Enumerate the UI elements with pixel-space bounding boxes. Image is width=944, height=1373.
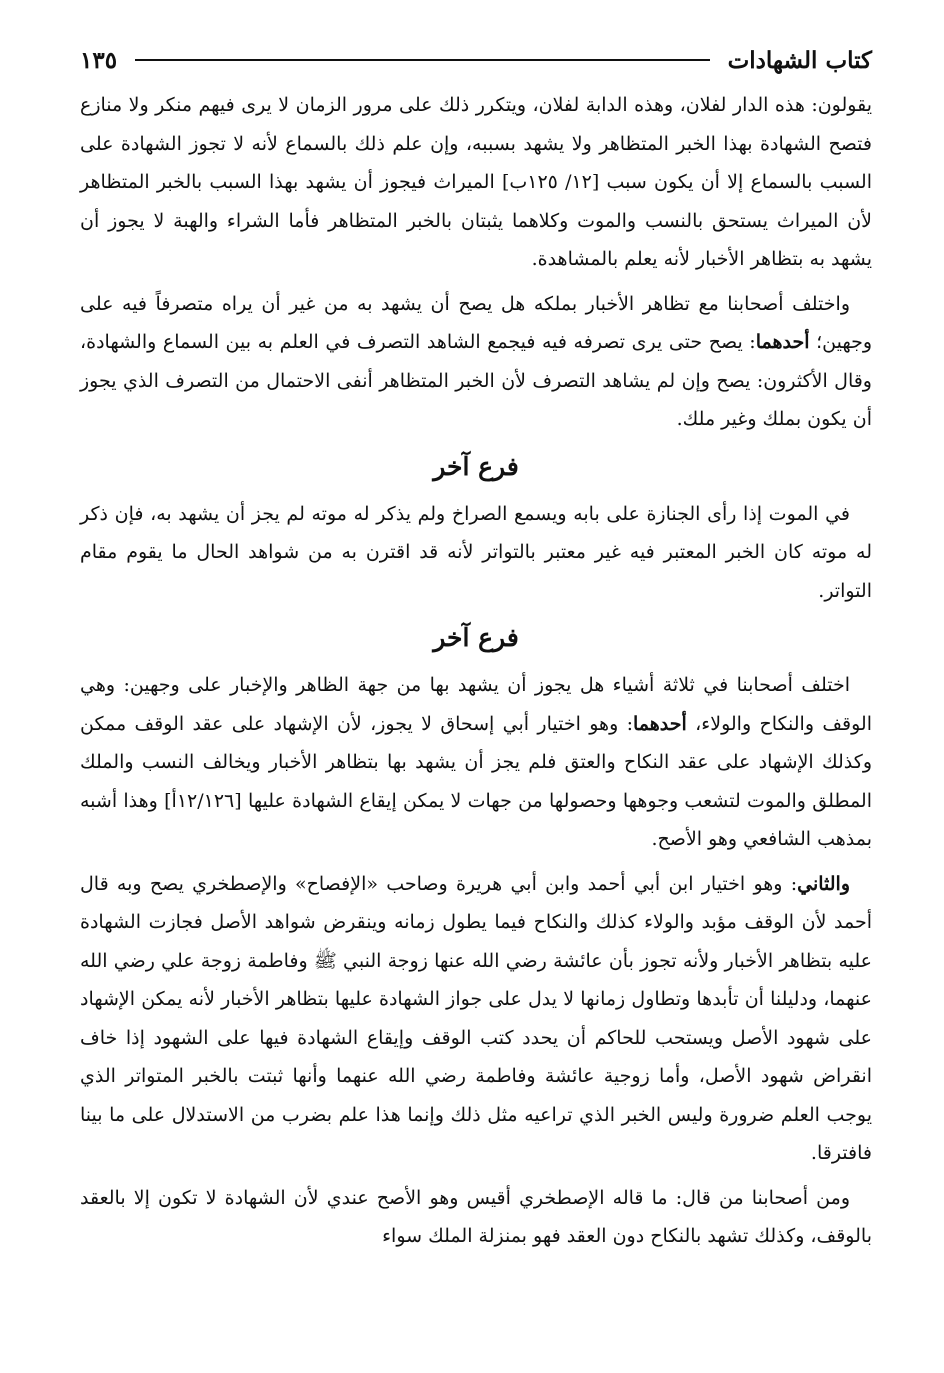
paragraph-5-bold-term: والثاني [797, 872, 850, 895]
header-rule [135, 59, 710, 61]
paragraph-4 [80, 666, 872, 859]
paragraph-3: في الموت إذا رأى الجنازة على بابه ويسمع الصراخ ولم يذكر له موته لم يجز أن يشهد به، فإن ذكر له موته كان الخبر المعتبر فيه غير معتبر بالتواتر لأنه قد اقترن به من شواهد الحال ما يقوم مقام التواتر. [80, 502, 872, 602]
paragraph-2-bold-term: أحدهما [755, 331, 810, 353]
section-heading-2: فرع آخر [433, 623, 519, 652]
book-title: كتاب الشهادات [727, 46, 872, 74]
paragraph-4-text-a: اختلف أصحابنا في ثلاثة أشياء هل يجوز أن يشهد بها من جهة الظاهر والإخبار على وجهين: وهي الوقف والنكاح والولاء، [80, 674, 872, 735]
paragraph-4-bold-term: أحدهما [633, 712, 687, 735]
paragraph-2-text-a: واختلف أصحابنا مع تظاهر الأخبار بملكه هل يصح أن يشهد به من غير أن يراه متصرفاً فيه على وجهين؛ [80, 292, 872, 353]
section-heading-1: فرع آخر [433, 451, 519, 481]
paragraph-1: يقولون: هذه الدار لفلان، وهذه الدابة لفلان، ويتكرر ذلك على مرور الزمان لا يرى فيهم منكر ولا منازع فتصح الشهادة بهذا الخبر المتظاهر ولا يشهد بسببه، وإن علم ذلك بالسماع لأنه لا تجوز الشهادة على السبب بالسماع إلا أن يكون سبب [١٢/ ١٢٥ب] الميراث فيجوز أن يشهد بهذا السبب بالخبر المتظاهر لأن الميراث يستحق بالنسب والموت وكلاهما يثبتان بالخبر المتظاهر فأما الشراء والهبة لا يجوز أن يشهد به بتظاهر الأخبار لأنه يعلم بالمشاهدة. [80, 94, 872, 270]
paragraph-2 [80, 285, 872, 439]
paragraph-2-text-b: : يصح حتى يرى تصرفه فيه فيجمع الشاهد التصرف في العلم به بين السماع والشهادة، وقال الأكثرون: يصح وإن لم يشاهد التصرف لأن الخبر المتظاهر أنفى الاحتمال من التصرف الذي يجوز أن يكون بملك وغير ملك. [80, 331, 872, 430]
page-number: ١٣٥ [80, 46, 118, 74]
page-header [80, 40, 872, 80]
paragraph-4-text-b: : وهو اختيار أبي إسحاق لا يجوز، لأن الإشهاد على عقد الوقف ممكن وكذلك الإشهاد على عقد النكاح والعتق فلم يجز أن يشهد بها بتظاهر الأخبار ويخالف النسب والملك المطلق والموت لتشعب وجوهها وحصولها من جهات لا يمكن إيقاع الشهادة عليها [١٢/١٢٦أ] وهذا أشبه بمذهب الشافعي وهو الأصح. [80, 712, 872, 850]
paragraph-6: ومن أصحابنا من قال: ما قاله الإصطخري أقيس وهو الأصح عندي لأن الشهادة لا تكون إلا بالعقد بالوقف، وكذلك تشهد بالنكاح دون العقد فهو بمنزلة الملك سواء [80, 1186, 872, 1247]
paragraph-5-text-b: : وهو اختيار ابن أبي أحمد وابن أبي هريرة وصاحب «الإفصاح» والإصطخري يصح وبه قال أحمد لأن الوقف مؤبد والولاء كذلك والنكاح فيما يطول زمانه وينقرض شواهد الأصل فجازت الشهادة عليه بتظاهر الأخبار ولأنه تجوز بأن عائشة رضي الله عنها زوجة النبي ﷺ وفاطمة زوجة علي رضي الله عنهما، ودليلنا أن تأبدها وتطاول زمانها لا يدل على جواز الشهادة عليها بتظاهر الأخبار لأنه يمكن الإشهاد على شهود الأصل ويستحب للحاكم أن يحدد كتب الوقف وإيقاع الشهادة فيها على الشهود إذا خاف انقراض شهود الأصل، وأما زوجية عائشة وفاطمة رضي الله عنهما وأنها ثبتت بالخبر المتواتر الذي يوجب العلم ضرورة وليس الخبر الذي تراعيه مثل ذلك وإنما هذا علم بضرب من الاستدلال على ما بينا فافترقا. [80, 872, 872, 1164]
paragraph-5 [80, 865, 872, 1173]
